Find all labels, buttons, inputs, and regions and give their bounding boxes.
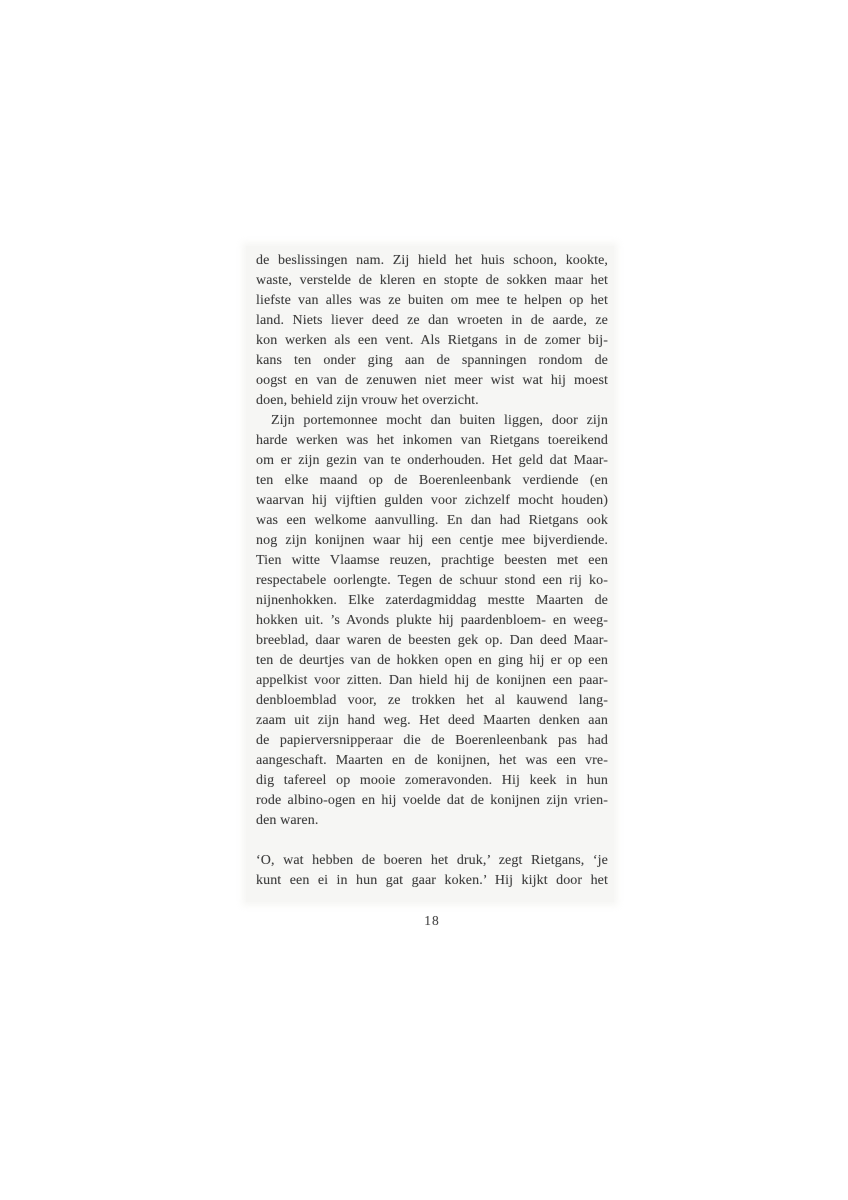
paragraph	[256, 851, 608, 891]
text-line: liefste van alles was ze buiten om mee te helpen op het	[256, 293, 608, 308]
text-line: aangeschaft. Maarten en de konijnen, het was een vre-	[256, 753, 608, 768]
text-line: appelkist voor zitten. Dan hield hij de konijnen een paar-	[256, 673, 608, 688]
text-line: nijnenhokken. Elke zaterdagmiddag mestte Maarten de	[256, 593, 608, 608]
text-line: ten elke maand op de Boerenleenbank verdiende (en	[256, 473, 608, 488]
text-line: was een welkome aanvulling. En dan had Rietgans ook	[256, 513, 608, 528]
text-line: zaam uit zijn hand weg. Het deed Maarten denken aan	[256, 713, 608, 728]
text-line: Zijn portemonnee mocht dan buiten liggen, door zijn	[271, 413, 608, 428]
text-line: doen, behield zijn vrouw het overzicht.	[256, 393, 479, 408]
text-line: waarvan hij vijftien gulden voor zichzelf mocht houden)	[256, 493, 608, 508]
text-line: de beslissingen nam. Zij hield het huis schoon, kookte,	[256, 253, 608, 268]
text-line: kon werken als een vent. Als Rietgans in de zomer bij-	[256, 333, 608, 348]
text-line: de papierversnipperaar die de Boerenleenbank pas had	[256, 733, 608, 748]
paragraph	[256, 251, 608, 411]
page-number: 18	[424, 913, 440, 928]
text-line: kans ten onder ging aan de spanningen rondom de	[256, 353, 608, 368]
text-line: ten de deurtjes van de hokken open en ging hij er op een	[256, 653, 608, 668]
text-line: dig tafereel op mooie zomeravonden. Hij keek in hun	[256, 773, 608, 788]
text-block	[256, 251, 608, 891]
text-line: waste, verstelde de kleren en stopte de sokken maar het	[256, 273, 608, 288]
text-line: harde werken was het inkomen van Rietgans toereikend	[256, 433, 608, 448]
text-line: denbloemblad voor, ze trokken het al kauwend lang-	[256, 693, 608, 708]
text-line: nog zijn konijnen waar hij een centje mee bijverdiende.	[256, 533, 608, 548]
text-line: om er zijn gezin van te onderhouden. Het geld dat Maar-	[256, 453, 608, 468]
text-line: den waren.	[256, 813, 319, 828]
text-line: breeblad, daar waren de beesten gek op. Dan deed Maar-	[256, 633, 608, 648]
text-line: respectabele oorlengte. Tegen de schuur stond een rij ko-	[256, 573, 608, 588]
text-line: land. Niets liever deed ze dan wroeten in de aarde, ze	[256, 313, 608, 328]
text-line: Tien witte Vlaamse reuzen, prachtige beesten met een	[256, 553, 608, 568]
paragraph	[256, 411, 608, 831]
text-line: ‘O, wat hebben de boeren het druk,’ zegt Rietgans, ‘je	[256, 853, 608, 868]
text-line: hokken uit. ’s Avonds plukte hij paardenbloem- en weeg-	[256, 613, 608, 628]
text-line: oogst en van de zenuwen niet meer wist wat hij moest	[256, 373, 608, 388]
text-line: rode albino-ogen en hij voelde dat de konijnen zijn vrien-	[256, 793, 608, 808]
text-line: kunt een ei in hun gat gaar koken.’ Hij kijkt door het	[256, 873, 608, 888]
